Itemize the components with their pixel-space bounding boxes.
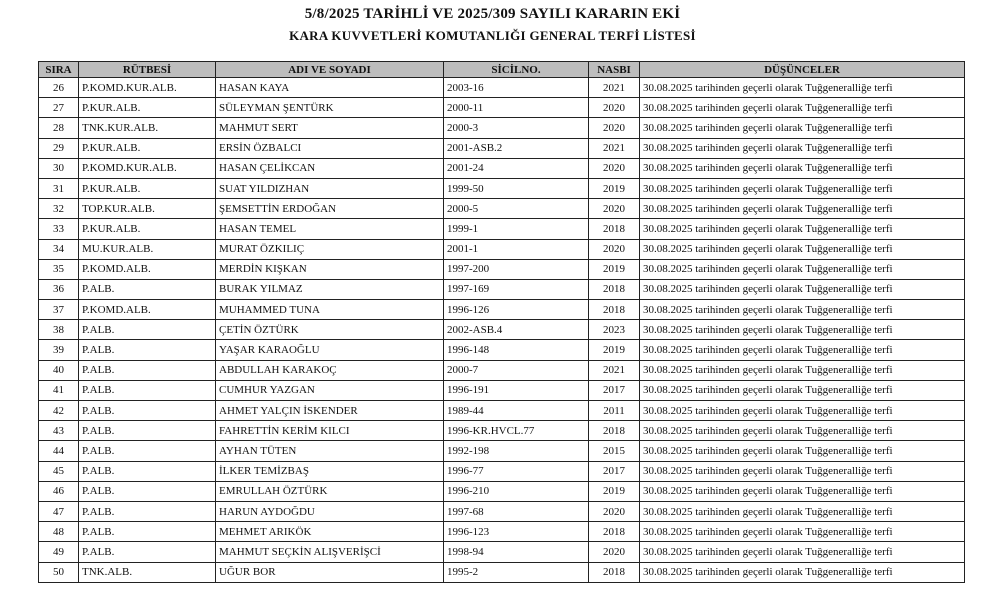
- table-row: [39, 78, 965, 98]
- cell-nasbi: 2021: [589, 138, 640, 158]
- cell-ad-soyad: MAHMUT SEÇKİN ALIŞVERİŞCİ: [216, 542, 444, 562]
- cell-ad-soyad: ERSİN ÖZBALCI: [216, 138, 444, 158]
- cell-ad-soyad: İLKER TEMİZBAŞ: [216, 461, 444, 481]
- cell-nasbi: 2020: [589, 98, 640, 118]
- cell-dusunce: 30.08.2025 tarihinden geçerli olarak Tuğgeneralliğe terfi: [640, 562, 965, 582]
- cell-sira: 30: [39, 158, 79, 178]
- cell-dusunce: 30.08.2025 tarihinden geçerli olarak Tuğgeneralliğe terfi: [640, 199, 965, 219]
- cell-sira: 42: [39, 401, 79, 421]
- table-row: [39, 522, 965, 542]
- cell-dusunce: 30.08.2025 tarihinden geçerli olarak Tuğgeneralliğe terfi: [640, 421, 965, 441]
- cell-dusunce: 30.08.2025 tarihinden geçerli olarak Tuğgeneralliğe terfi: [640, 158, 965, 178]
- cell-rutbe: P.KUR.ALB.: [79, 219, 216, 239]
- cell-sicil: 1996-191: [444, 380, 589, 400]
- cell-ad-soyad: ÇETİN ÖZTÜRK: [216, 320, 444, 340]
- cell-rutbe: P.KUR.ALB.: [79, 138, 216, 158]
- cell-nasbi: 2015: [589, 441, 640, 461]
- cell-sira: 36: [39, 279, 79, 299]
- cell-sira: 45: [39, 461, 79, 481]
- cell-nasbi: 2011: [589, 401, 640, 421]
- table-row: [39, 542, 965, 562]
- table-row: [39, 138, 965, 158]
- cell-sicil: 2001-ASB.2: [444, 138, 589, 158]
- cell-rutbe: P.ALB.: [79, 320, 216, 340]
- cell-ad-soyad: MEHMET ARIKÖK: [216, 522, 444, 542]
- cell-rutbe: P.ALB.: [79, 360, 216, 380]
- cell-ad-soyad: AHMET YALÇIN İSKENDER: [216, 401, 444, 421]
- cell-sira: 43: [39, 421, 79, 441]
- cell-rutbe: TOP.KUR.ALB.: [79, 199, 216, 219]
- table-row: [39, 219, 965, 239]
- cell-dusunce: 30.08.2025 tarihinden geçerli olarak Tuğgeneralliğe terfi: [640, 461, 965, 481]
- header-sicil: SİCİLNO.: [444, 62, 589, 78]
- cell-ad-soyad: BURAK YILMAZ: [216, 279, 444, 299]
- cell-dusunce: 30.08.2025 tarihinden geçerli olarak Tuğgeneralliğe terfi: [640, 239, 965, 259]
- cell-dusunce: 30.08.2025 tarihinden geçerli olarak Tuğgeneralliğe terfi: [640, 300, 965, 320]
- cell-sira: 28: [39, 118, 79, 138]
- cell-sira: 26: [39, 78, 79, 98]
- table-row: [39, 501, 965, 521]
- table-row: [39, 421, 965, 441]
- cell-dusunce: 30.08.2025 tarihinden geçerli olarak Tuğgeneralliğe terfi: [640, 98, 965, 118]
- header-sira: SIRA: [39, 62, 79, 78]
- cell-sira: 44: [39, 441, 79, 461]
- cell-sicil: 1997-169: [444, 279, 589, 299]
- cell-rutbe: P.ALB.: [79, 501, 216, 521]
- cell-sicil: 2002-ASB.4: [444, 320, 589, 340]
- cell-sira: 34: [39, 239, 79, 259]
- cell-ad-soyad: ŞEMSETTİN ERDOĞAN: [216, 199, 444, 219]
- table-row: [39, 118, 965, 138]
- cell-sicil: 1998-94: [444, 542, 589, 562]
- document-title: 5/8/2025 TARİHLİ VE 2025/309 SAYILI KARARIN EKİ: [304, 6, 681, 22]
- cell-nasbi: 2019: [589, 340, 640, 360]
- cell-nasbi: 2019: [589, 259, 640, 279]
- cell-sira: 37: [39, 300, 79, 320]
- cell-ad-soyad: EMRULLAH ÖZTÜRK: [216, 481, 444, 501]
- cell-dusunce: 30.08.2025 tarihinden geçerli olarak Tuğgeneralliğe terfi: [640, 178, 965, 198]
- cell-nasbi: 2019: [589, 481, 640, 501]
- header-ad-soyad: ADI VE SOYADI: [216, 62, 444, 78]
- cell-dusunce: 30.08.2025 tarihinden geçerli olarak Tuğgeneralliğe terfi: [640, 380, 965, 400]
- cell-sira: 46: [39, 481, 79, 501]
- cell-sira: 49: [39, 542, 79, 562]
- cell-sira: 29: [39, 138, 79, 158]
- cell-rutbe: P.ALB.: [79, 441, 216, 461]
- cell-dusunce: 30.08.2025 tarihinden geçerli olarak Tuğgeneralliğe terfi: [640, 401, 965, 421]
- cell-sira: 27: [39, 98, 79, 118]
- cell-rutbe: P.ALB.: [79, 522, 216, 542]
- cell-dusunce: 30.08.2025 tarihinden geçerli olarak Tuğgeneralliğe terfi: [640, 340, 965, 360]
- table-row: [39, 279, 965, 299]
- table-row: [39, 380, 965, 400]
- cell-nasbi: 2018: [589, 219, 640, 239]
- cell-sicil: 1996-210: [444, 481, 589, 501]
- cell-nasbi: 2019: [589, 178, 640, 198]
- cell-dusunce: 30.08.2025 tarihinden geçerli olarak Tuğgeneralliğe terfi: [640, 279, 965, 299]
- cell-dusunce: 30.08.2025 tarihinden geçerli olarak Tuğgeneralliğe terfi: [640, 542, 965, 562]
- cell-rutbe: P.KUR.ALB.: [79, 178, 216, 198]
- cell-sicil: 1989-44: [444, 401, 589, 421]
- table-row: [39, 320, 965, 340]
- cell-rutbe: P.KOMD.KUR.ALB.: [79, 78, 216, 98]
- cell-rutbe: P.KOMD.KUR.ALB.: [79, 158, 216, 178]
- cell-rutbe: P.ALB.: [79, 279, 216, 299]
- cell-sira: 38: [39, 320, 79, 340]
- cell-sira: 41: [39, 380, 79, 400]
- cell-nasbi: 2020: [589, 239, 640, 259]
- cell-sicil: 1999-1: [444, 219, 589, 239]
- cell-nasbi: 2020: [589, 542, 640, 562]
- cell-nasbi: 2023: [589, 320, 640, 340]
- cell-nasbi: 2017: [589, 461, 640, 481]
- cell-rutbe: TNK.ALB.: [79, 562, 216, 582]
- cell-sicil: 1996-148: [444, 340, 589, 360]
- table-row: [39, 562, 965, 582]
- cell-sicil: 1997-200: [444, 259, 589, 279]
- table-row: [39, 481, 965, 501]
- cell-nasbi: 2018: [589, 279, 640, 299]
- cell-ad-soyad: ABDULLAH KARAKOÇ: [216, 360, 444, 380]
- table-row: [39, 461, 965, 481]
- table-row: [39, 401, 965, 421]
- document-subtitle: KARA KUVVETLERİ KOMUTANLIĞI GENERAL TERFİ LİSTESİ: [289, 28, 696, 43]
- cell-nasbi: 2020: [589, 199, 640, 219]
- cell-nasbi: 2017: [589, 380, 640, 400]
- cell-dusunce: 30.08.2025 tarihinden geçerli olarak Tuğgeneralliğe terfi: [640, 360, 965, 380]
- cell-dusunce: 30.08.2025 tarihinden geçerli olarak Tuğgeneralliğe terfi: [640, 118, 965, 138]
- header-dusunceler: DÜŞÜNCELER: [640, 62, 965, 78]
- cell-rutbe: TNK.KUR.ALB.: [79, 118, 216, 138]
- cell-ad-soyad: MUHAMMED TUNA: [216, 300, 444, 320]
- cell-sicil: 2000-11: [444, 98, 589, 118]
- table-row: [39, 98, 965, 118]
- cell-nasbi: 2018: [589, 421, 640, 441]
- cell-sicil: 2000-5: [444, 199, 589, 219]
- cell-ad-soyad: MERDİN KIŞKAN: [216, 259, 444, 279]
- promotion-table: [38, 61, 965, 583]
- cell-dusunce: 30.08.2025 tarihinden geçerli olarak Tuğgeneralliğe terfi: [640, 441, 965, 461]
- cell-ad-soyad: HARUN AYDOĞDU: [216, 501, 444, 521]
- header-nasbi: NASBI: [589, 62, 640, 78]
- cell-sira: 40: [39, 360, 79, 380]
- cell-dusunce: 30.08.2025 tarihinden geçerli olarak Tuğgeneralliğe terfi: [640, 501, 965, 521]
- cell-nasbi: 2018: [589, 522, 640, 542]
- cell-sira: 32: [39, 199, 79, 219]
- cell-nasbi: 2020: [589, 501, 640, 521]
- cell-ad-soyad: MAHMUT SERT: [216, 118, 444, 138]
- cell-rutbe: P.ALB.: [79, 421, 216, 441]
- cell-ad-soyad: HASAN ÇELİKCAN: [216, 158, 444, 178]
- header-rutbe: RÜTBESİ: [79, 62, 216, 78]
- cell-sicil: 1997-68: [444, 501, 589, 521]
- table-row: [39, 239, 965, 259]
- cell-sicil: 1996-KR.HVCL.77: [444, 421, 589, 441]
- cell-ad-soyad: HASAN TEMEL: [216, 219, 444, 239]
- cell-dusunce: 30.08.2025 tarihinden geçerli olarak Tuğgeneralliğe terfi: [640, 481, 965, 501]
- cell-sicil: 2001-24: [444, 158, 589, 178]
- cell-ad-soyad: AYHAN TÜTEN: [216, 441, 444, 461]
- cell-sira: 35: [39, 259, 79, 279]
- cell-sicil: 1996-123: [444, 522, 589, 542]
- table-row: [39, 300, 965, 320]
- cell-nasbi: 2020: [589, 158, 640, 178]
- cell-dusunce: 30.08.2025 tarihinden geçerli olarak Tuğgeneralliğe terfi: [640, 259, 965, 279]
- cell-sicil: 2003-16: [444, 78, 589, 98]
- cell-sira: 31: [39, 178, 79, 198]
- cell-sira: 50: [39, 562, 79, 582]
- cell-sira: 47: [39, 501, 79, 521]
- cell-dusunce: 30.08.2025 tarihinden geçerli olarak Tuğgeneralliğe terfi: [640, 138, 965, 158]
- cell-ad-soyad: UĞUR BOR: [216, 562, 444, 582]
- cell-rutbe: P.ALB.: [79, 340, 216, 360]
- cell-nasbi: 2021: [589, 78, 640, 98]
- cell-nasbi: 2021: [589, 360, 640, 380]
- table-row: [39, 360, 965, 380]
- cell-ad-soyad: CUMHUR YAZGAN: [216, 380, 444, 400]
- cell-rutbe: P.ALB.: [79, 542, 216, 562]
- cell-sicil: 1996-77: [444, 461, 589, 481]
- cell-nasbi: 2020: [589, 118, 640, 138]
- cell-ad-soyad: FAHRETTİN KERİM KILCI: [216, 421, 444, 441]
- cell-rutbe: P.ALB.: [79, 401, 216, 421]
- cell-sicil: 2000-3: [444, 118, 589, 138]
- cell-rutbe: P.ALB.: [79, 461, 216, 481]
- cell-dusunce: 30.08.2025 tarihinden geçerli olarak Tuğgeneralliğe terfi: [640, 78, 965, 98]
- cell-ad-soyad: YAŞAR KARAOĞLU: [216, 340, 444, 360]
- cell-sicil: 1996-126: [444, 300, 589, 320]
- cell-ad-soyad: SUAT YILDIZHAN: [216, 178, 444, 198]
- cell-sicil: 1992-198: [444, 441, 589, 461]
- cell-rutbe: P.KOMD.ALB.: [79, 300, 216, 320]
- table-row: [39, 259, 965, 279]
- cell-rutbe: P.KUR.ALB.: [79, 98, 216, 118]
- cell-sicil: 1995-2: [444, 562, 589, 582]
- cell-rutbe: P.ALB.: [79, 380, 216, 400]
- cell-dusunce: 30.08.2025 tarihinden geçerli olarak Tuğgeneralliğe terfi: [640, 320, 965, 340]
- cell-rutbe: MU.KUR.ALB.: [79, 239, 216, 259]
- table-body: [39, 78, 965, 583]
- cell-rutbe: P.KOMD.ALB.: [79, 259, 216, 279]
- cell-nasbi: 2018: [589, 562, 640, 582]
- table-row: [39, 178, 965, 198]
- cell-ad-soyad: SÜLEYMAN ŞENTÜRK: [216, 98, 444, 118]
- cell-ad-soyad: MURAT ÖZKILIÇ: [216, 239, 444, 259]
- cell-sicil: 2000-7: [444, 360, 589, 380]
- table-row: [39, 340, 965, 360]
- table-header-row: [39, 62, 965, 78]
- cell-dusunce: 30.08.2025 tarihinden geçerli olarak Tuğgeneralliğe terfi: [640, 219, 965, 239]
- cell-rutbe: P.ALB.: [79, 481, 216, 501]
- cell-dusunce: 30.08.2025 tarihinden geçerli olarak Tuğgeneralliğe terfi: [640, 522, 965, 542]
- cell-nasbi: 2018: [589, 300, 640, 320]
- table-row: [39, 158, 965, 178]
- cell-sira: 39: [39, 340, 79, 360]
- cell-sicil: 2001-1: [444, 239, 589, 259]
- cell-ad-soyad: HASAN KAYA: [216, 78, 444, 98]
- table-row: [39, 199, 965, 219]
- cell-sicil: 1999-50: [444, 178, 589, 198]
- table-row: [39, 441, 965, 461]
- cell-sira: 48: [39, 522, 79, 542]
- cell-sira: 33: [39, 219, 79, 239]
